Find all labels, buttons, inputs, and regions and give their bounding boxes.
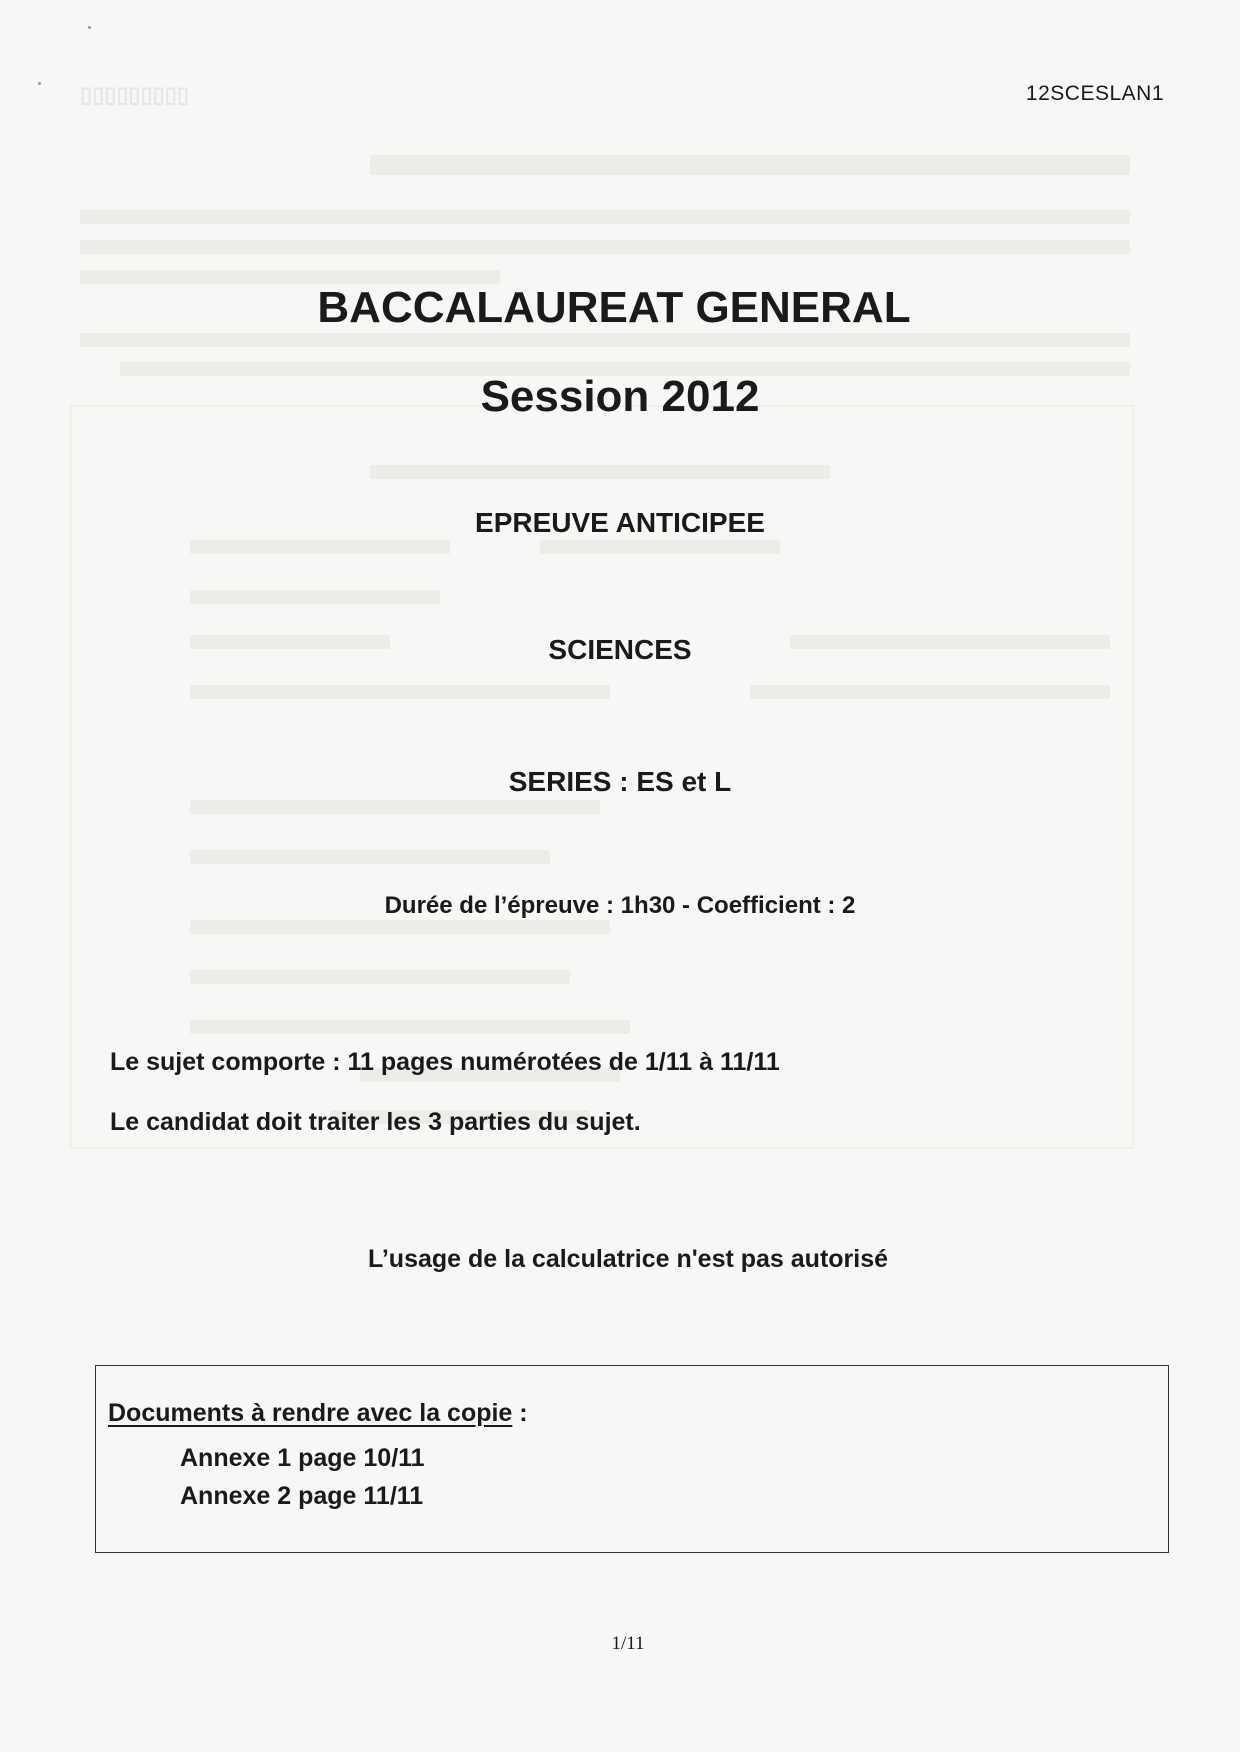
bleed-through-line bbox=[80, 270, 500, 284]
page-count-notice: Le sujet comporte : 11 pages numérotées de 1/11 à 11/11 bbox=[110, 1048, 780, 1076]
exam-subject: SCIENCES bbox=[548, 634, 692, 665]
page-number: 1/11 bbox=[611, 1633, 645, 1654]
bleed-through-line bbox=[190, 540, 450, 554]
exam-code: 12SCESLAN1 bbox=[1025, 82, 1164, 105]
bleed-through-line bbox=[190, 920, 610, 934]
scan-speck bbox=[88, 26, 91, 29]
annexe-item: Annexe 1 page 10/11 bbox=[180, 1444, 425, 1472]
bleed-through-line bbox=[190, 850, 550, 864]
scan-speck bbox=[38, 82, 41, 85]
exam-title: BACCALAUREAT GENERAL bbox=[317, 283, 911, 332]
bleed-through-line bbox=[190, 1020, 630, 1034]
parts-notice: Le candidat doit traiter les 3 parties du sujet. bbox=[110, 1108, 641, 1136]
documents-heading-colon: : bbox=[512, 1399, 528, 1427]
bleed-through-line bbox=[370, 155, 1130, 175]
bleed-through-line bbox=[80, 333, 1130, 347]
bleed-through-text: ▯▯▯▯▯▯▯▯▯ bbox=[80, 82, 189, 107]
bleed-through-line bbox=[190, 970, 570, 984]
bleed-through-line bbox=[750, 685, 1110, 699]
bleed-through-line bbox=[370, 465, 830, 479]
bleed-through-line bbox=[80, 240, 1130, 254]
documents-heading-label: Documents à rendre avec la copie bbox=[108, 1399, 513, 1427]
bleed-through-line bbox=[80, 210, 1130, 224]
bleed-through-line bbox=[540, 540, 780, 554]
annexe-item: Annexe 2 page 11/11 bbox=[180, 1482, 424, 1510]
calculator-notice: L’usage de la calculatrice n'est pas autorisé bbox=[367, 1245, 889, 1273]
bleed-through-line bbox=[190, 800, 600, 814]
session-year: Session 2012 bbox=[480, 372, 760, 421]
exam-type: EPREUVE ANTICIPEE bbox=[475, 507, 765, 538]
bleed-through-line bbox=[190, 590, 440, 604]
documents-heading bbox=[108, 1399, 528, 1428]
exam-series: SERIES : ES et L bbox=[508, 766, 732, 797]
bleed-through-line bbox=[190, 685, 610, 699]
exam-duration: Durée de l’épreuve : 1h30 - Coefficient : 2 bbox=[384, 892, 856, 919]
documents-box bbox=[95, 1365, 1169, 1553]
